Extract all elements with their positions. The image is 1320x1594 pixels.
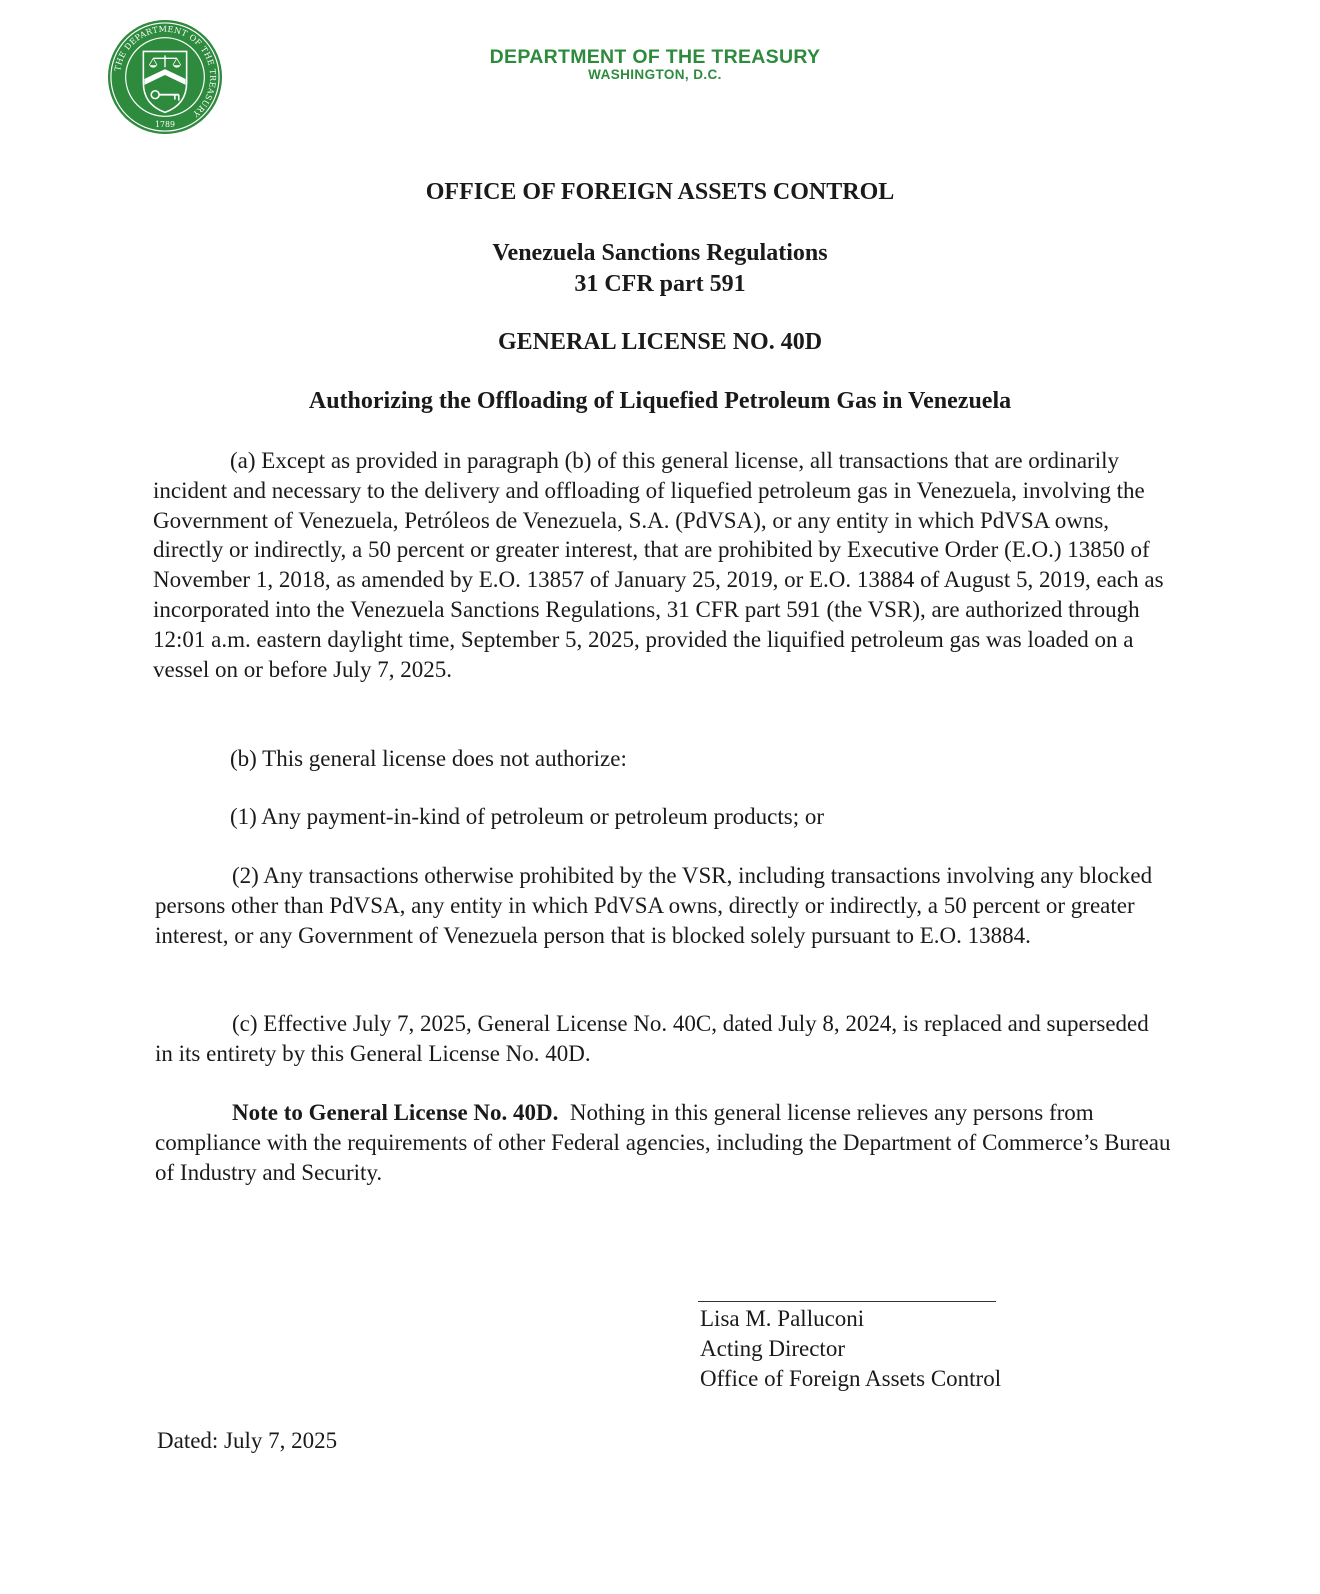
note-text: Nothing in this general license relieves any persons from compliance with the requirements of other Federal agencies, including the Department of Commerce’s Bureau of Industry and Security.: [155, 1100, 1171, 1185]
department-city: WASHINGTON, D.C.: [588, 67, 722, 83]
paragraph-c: [155, 1009, 1165, 1069]
paragraph-b2: [155, 861, 1165, 950]
signature-line: [698, 1301, 996, 1302]
paragraph-b2-text: (2) Any transactions otherwise prohibited by the VSR, including transactions involving any blocked persons other than PdVSA, any entity in which PdVSA owns, directly or indirectly, a 50 percent or greater interest, or any Government of Venezuela person that is blocked solely pursuant to E.O. 13884.: [155, 863, 1153, 948]
signature-block: [700, 1304, 1001, 1394]
svg-text:1789: 1789: [154, 120, 176, 130]
treasury-seal-logo: [106, 18, 224, 136]
signer-name: Lisa M. Palluconi: [700, 1306, 865, 1331]
letterhead: [400, 47, 910, 83]
paragraph-a-text: (a) Except as provided in paragraph (b) of this general license, all transactions that are ordinarily incident and necessary to the delivery and offloading of liquefied petroleum gas in Venezuela, involving the Government of Venezuela, Petróleos de Venezuela, S.A. (PdVSA), or any entity in which PdVSA owns, directly or indirectly, a 50 percent or greater interest, that are prohibited by Executive Order (E.O.) 13850 of November 1, 2018, as amended by E.O. 13857 of January 25, 2019, or E.O. 13884 of August 5, 2019, each as incorporated into the Venezuela Sanctions Regulations, 31 CFR part 591 (the VSR), are authorized through 12:01 a.m. eastern daylight time, September 5, 2025, provided the liquified petroleum gas was loaded on a vessel on or before July 7, 2025.: [153, 448, 1164, 682]
note-paragraph: [155, 1098, 1175, 1187]
svg-text:THE DEPARTMENT OF THE TREASURY: THE DEPARTMENT OF THE TREASURY: [113, 24, 218, 119]
regulation-heading: [0, 238, 1320, 300]
office-title: OFFICE OF FOREIGN ASSETS CONTROL: [425, 179, 895, 205]
license-title: GENERAL LICENSE NO. 40D: [497, 329, 823, 355]
paragraph-b: (b) This general license does not authorize:: [230, 746, 627, 771]
signer-office: Office of Foreign Assets Control: [700, 1366, 1002, 1391]
note-label: Note to General License No. 40D.: [232, 1100, 559, 1125]
license-subject: Authorizing the Offloading of Liquefied Petroleum Gas in Venezuela: [308, 388, 1012, 414]
signer-title: Acting Director: [700, 1336, 845, 1361]
paragraph-b1: (1) Any payment-in-kind of petroleum or petroleum products; or: [230, 804, 825, 829]
dated-line: Dated: July 7, 2025: [157, 1428, 338, 1453]
regulation-cfr: 31 CFR part 591: [574, 271, 746, 297]
department-name: DEPARTMENT OF THE TREASURY: [489, 46, 821, 68]
paragraph-c-text: (c) Effective July 7, 2025, General License No. 40C, dated July 8, 2024, is replaced and superseded in its entirety by this General License No. 40D.: [155, 1011, 1149, 1066]
paragraph-a: [153, 446, 1173, 684]
regulation-name: Venezuela Sanctions Regulations: [492, 240, 828, 266]
